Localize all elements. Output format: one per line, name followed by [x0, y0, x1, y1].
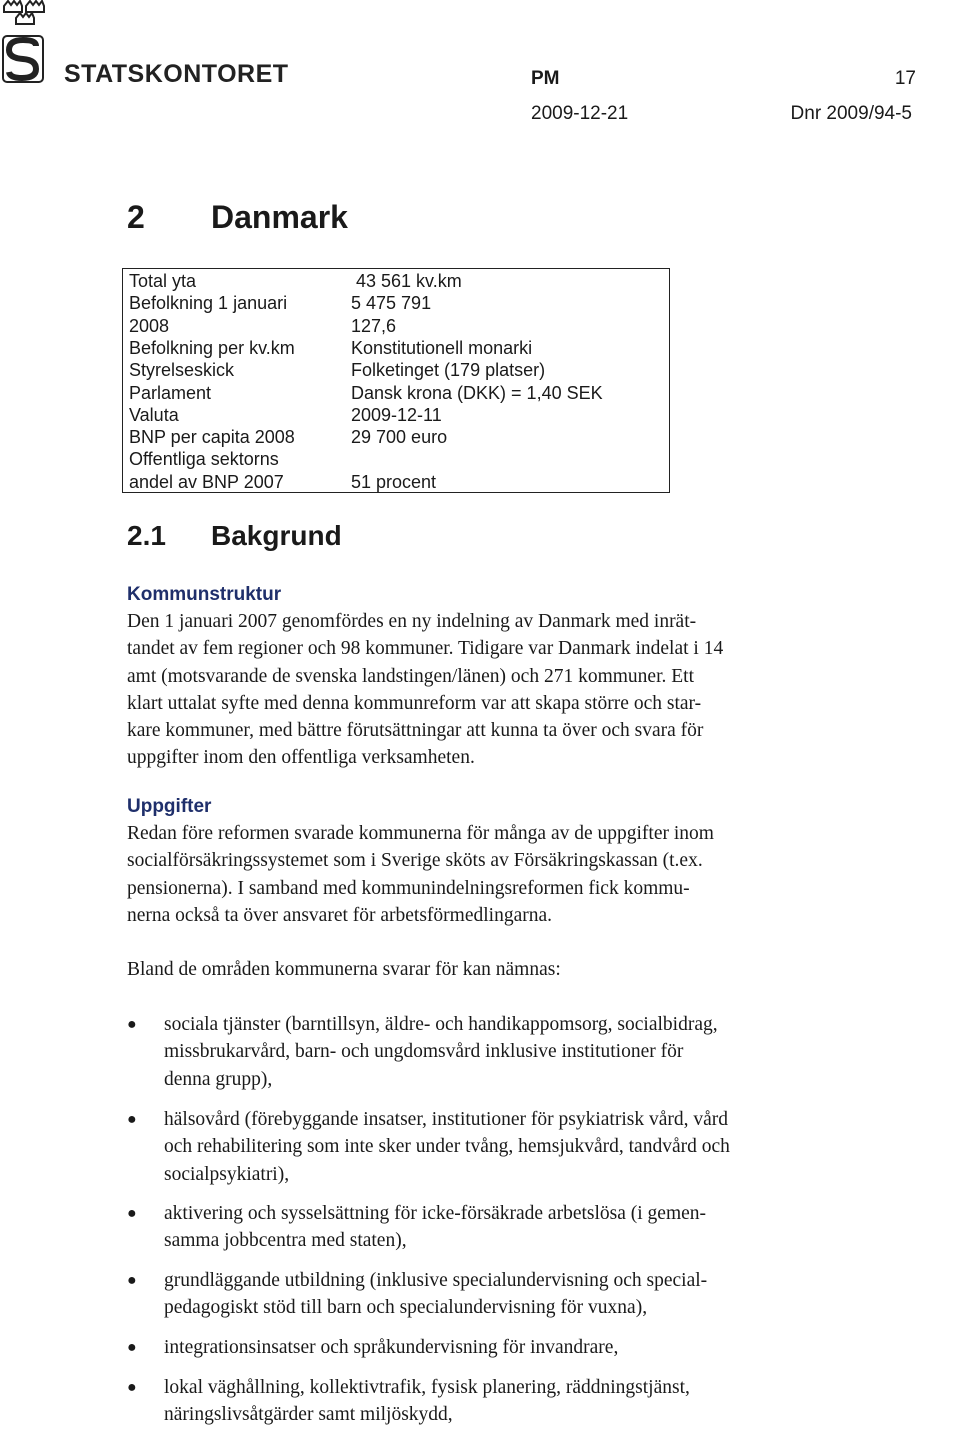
fact-row — [129, 337, 665, 359]
fact-label: 2008 — [129, 315, 170, 336]
fact-row — [129, 471, 665, 493]
text-line: uppgifter inom den offentliga verksamheten. — [127, 747, 475, 769]
text-line: klart uttalat syfte med denna kommunreform var att skapa större och star- — [127, 692, 702, 714]
fact-label: Befolkning 1 januari — [129, 293, 288, 314]
fact-row — [129, 359, 665, 381]
fact-label: Parlament — [129, 382, 212, 403]
fact-label: BNP per capita 2008 — [129, 427, 295, 448]
bullet-icon: ● — [127, 1272, 137, 1289]
kommunstruktur-heading: Kommunstruktur — [127, 584, 282, 605]
text-line: näringslivsåtgärder samt miljöskydd, — [164, 1404, 453, 1426]
uppgifter-heading: Uppgifter — [127, 796, 212, 817]
document-date: 2009-12-21 — [531, 103, 629, 124]
text-line: denna grupp), — [164, 1068, 273, 1090]
page-number: 17 — [894, 68, 916, 89]
fact-value: 51 procent — [351, 471, 437, 492]
kommunstruktur-paragraph — [127, 608, 867, 772]
fact-value: 5 475 791 — [351, 293, 432, 314]
text-line: missbrukarvård, barn- och ungdomsvård inklusive institutioner för — [164, 1041, 684, 1063]
text-line: grundläggande utbildning (inklusive specialundervisning och special- — [164, 1270, 708, 1291]
fact-row — [129, 292, 665, 314]
text-line: socialpsykiatri), — [164, 1163, 290, 1185]
text-line: och rehabilitering som inte sker under tvång, hemsjukvård, tandvård och — [164, 1136, 730, 1158]
section-heading — [127, 520, 342, 552]
document-reference: Dnr 2009/94-5 — [790, 103, 912, 124]
text-line: Bland de områden kommunerna svarar för kan nämnas: — [127, 959, 561, 980]
text-line: pedagogiskt stöd till barn och specialundervisning för vuxna), — [164, 1297, 648, 1319]
uppgifter-paragraph — [127, 820, 867, 929]
text-line: samma jobbcentra med staten), — [164, 1230, 407, 1252]
fact-row — [129, 382, 665, 404]
chapter-number: 2 — [127, 199, 145, 235]
text-line: integrationsinsatser och språkundervisning för invandrare, — [164, 1337, 619, 1358]
text-line: Redan före reformen svarade kommunerna för många av de uppgifter inom — [127, 823, 714, 844]
bullet-icon: ● — [127, 1205, 137, 1222]
fact-row — [129, 315, 665, 337]
text-line: nerna också ta över ansvaret för arbetsförmedlingarna. — [127, 904, 553, 926]
fact-label: Offentliga sektorns — [129, 449, 279, 470]
fact-row — [129, 426, 665, 448]
text-line: tandet av fem regioner och 98 kommuner. Tidigare var Danmark indelat i 14 — [127, 638, 724, 660]
chapter-heading — [127, 199, 348, 236]
fact-row — [129, 448, 665, 470]
fact-label: andel av BNP 2007 — [129, 471, 284, 492]
fact-label: Styrelseskick — [129, 360, 235, 381]
bullet-intro — [127, 956, 867, 983]
document-type: PM — [531, 68, 560, 89]
logo-wordmark: STATSKONTORET — [64, 60, 289, 88]
bullet-icon: ● — [127, 1111, 137, 1128]
fact-value: 43 561 kv.km — [356, 271, 462, 291]
fact-value: 127,6 — [351, 315, 397, 336]
crown-s-emblem-icon — [0, 0, 64, 92]
bullet-icon: ● — [127, 1016, 137, 1033]
fact-value: 2009-12-11 — [351, 404, 442, 425]
text-line: hälsovård (förebyggande insatser, institutioner för psykiatrisk vård, vård — [164, 1109, 729, 1130]
section-title: Bakgrund — [211, 520, 342, 551]
bullet-icon: ● — [127, 1339, 137, 1356]
fact-label: Valuta — [129, 404, 179, 425]
fact-label: Total yta — [129, 271, 197, 291]
fact-value: Konstitutionell monarki — [351, 337, 533, 358]
text-line: pensionerna). I samband med kommunindelningsreformen fick kommu- — [127, 877, 690, 899]
fact-value: 29 700 euro — [351, 427, 448, 448]
text-line: aktivering och sysselsättning för icke-försäkrade arbetslösa (i gemen- — [164, 1203, 707, 1224]
statskontoret-logo — [0, 0, 310, 92]
chapter-title: Danmark — [211, 199, 348, 235]
fact-value: Dansk krona (DKK) = 1,40 SEK — [351, 382, 603, 403]
text-line: sociala tjänster (barntillsyn, äldre- och handikappomsorg, socialbidrag, — [164, 1014, 718, 1035]
text-line: Den 1 januari 2007 genomfördes en ny indelning av Danmark med inrät- — [127, 611, 697, 632]
bullet-icon: ● — [127, 1379, 137, 1396]
fact-row — [129, 404, 665, 426]
fact-label: Befolkning per kv.km — [129, 337, 295, 358]
text-line: lokal väghållning, kollektivtrafik, fysisk planering, räddningstjänst, — [164, 1377, 690, 1398]
facts-box — [122, 268, 670, 493]
text-line: amt (motsvarande de svenska landstingen/länen) och 271 kommuner. Ett — [127, 665, 694, 687]
section-number: 2.1 — [127, 520, 166, 551]
text-line: kare kommuner, med bättre förutsättningar att kunna ta över och svara för — [127, 720, 704, 742]
fact-row — [129, 270, 665, 292]
text-line: socialförsäkringssystemet som i Sverige sköts av Försäkringskassan (t.ex. — [127, 850, 703, 872]
fact-value: Folketinget (179 platser) — [351, 360, 546, 381]
